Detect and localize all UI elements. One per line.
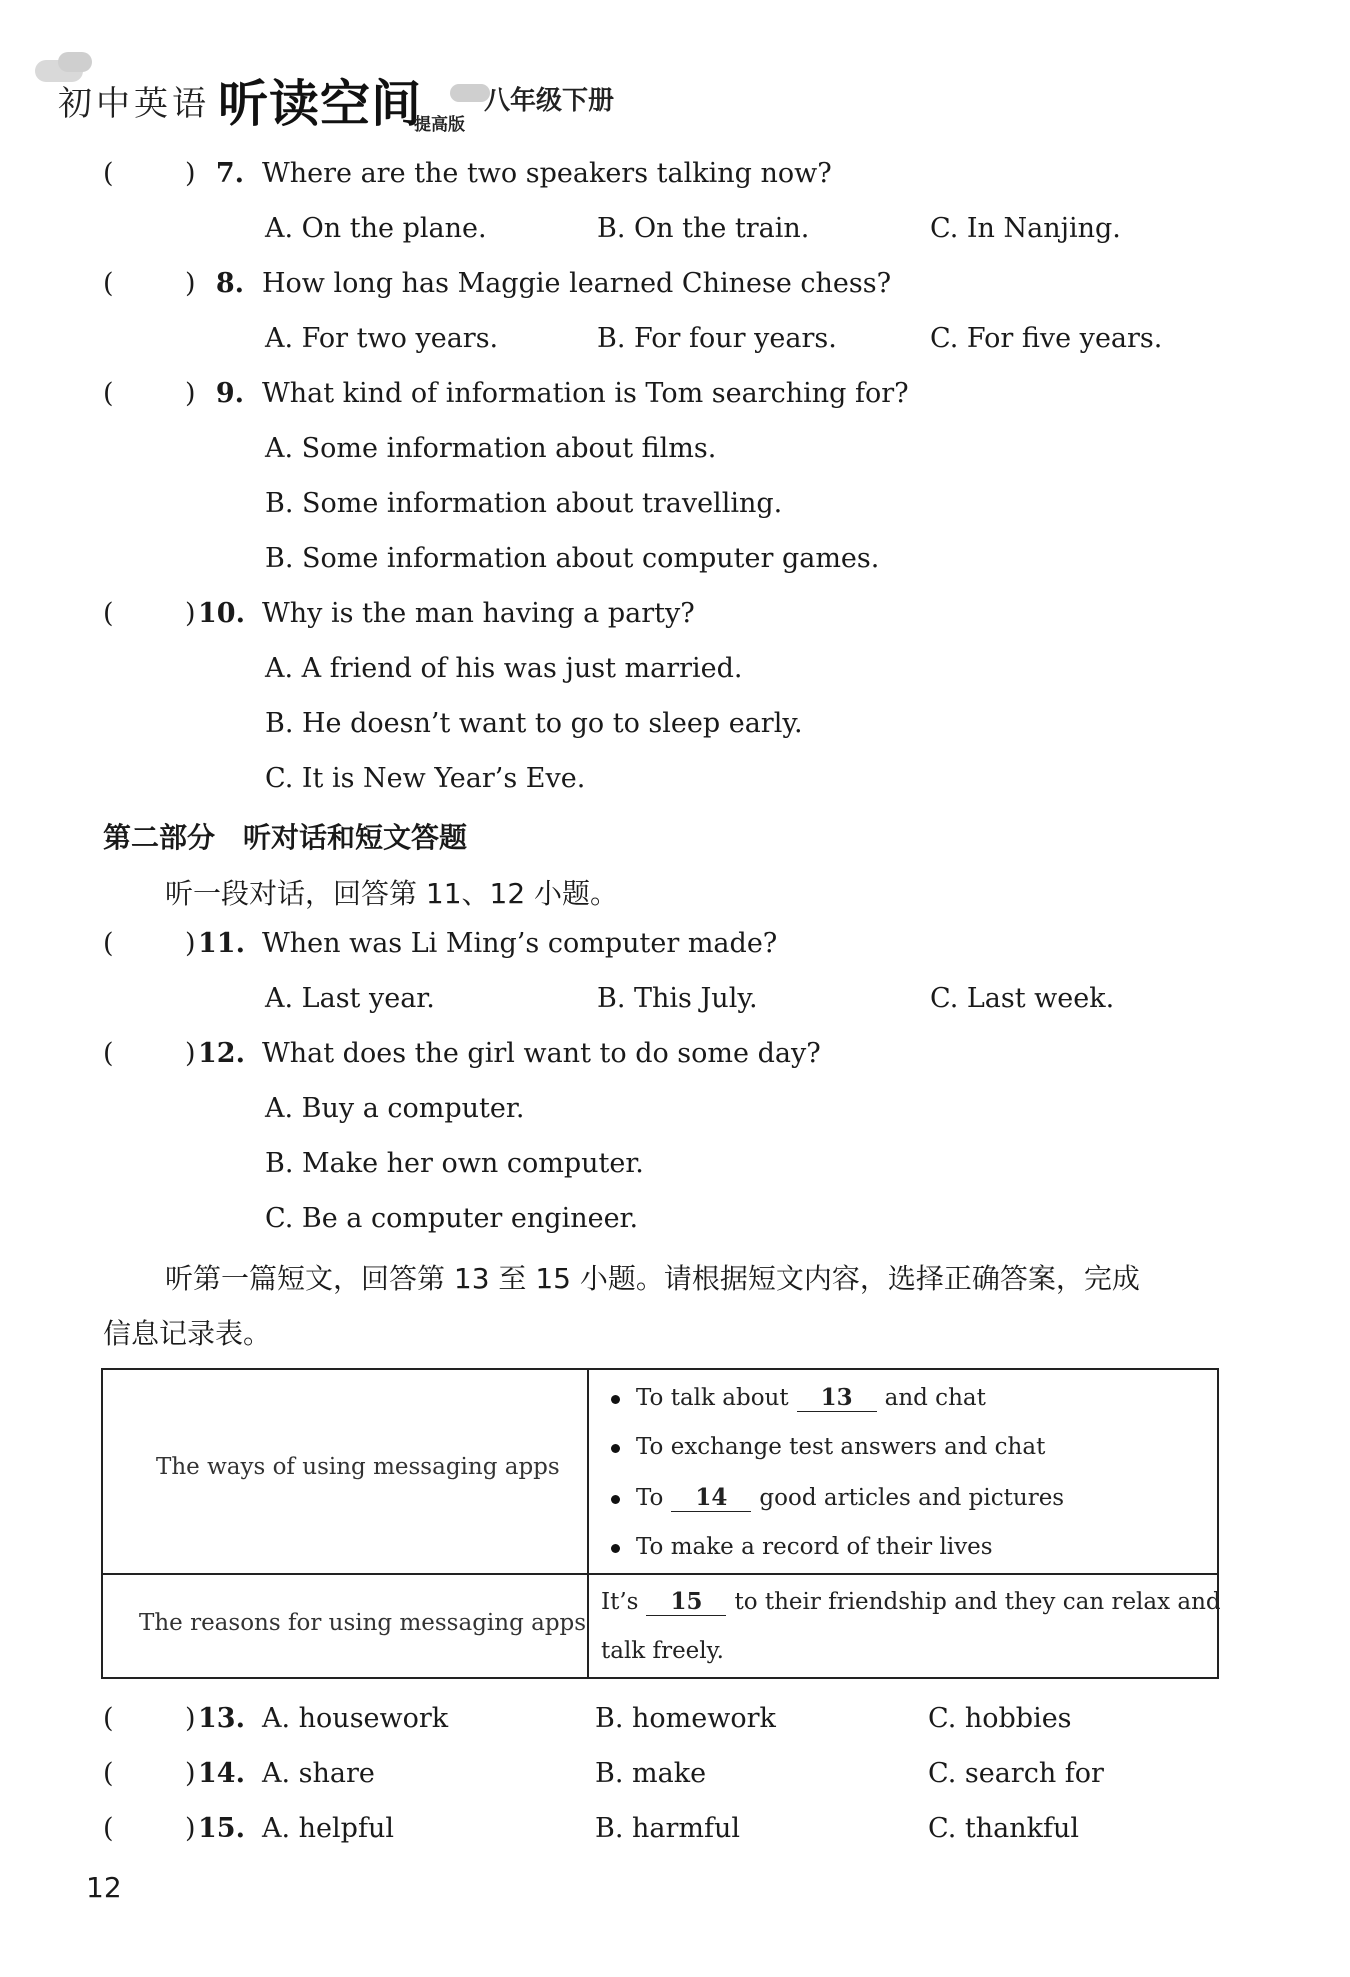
bullet-icon [611, 1544, 620, 1553]
answer-paren-close: ) [185, 928, 196, 959]
question-text: Why is the man having a party? [262, 598, 695, 629]
instruction-text-continued: 信息记录表。 [103, 1317, 272, 1350]
bullet-icon [611, 1395, 620, 1404]
option-c: C. It is New Year’s Eve. [265, 763, 586, 794]
answer-paren-close: ) [185, 1813, 196, 1844]
answer-blank-15[interactable]: 15 [646, 1588, 726, 1616]
question-text: What does the girl want to do some day? [262, 1038, 821, 1069]
question-number: 10. [198, 598, 245, 629]
table-bullet-item: To talk about 13 and chat [611, 1384, 986, 1412]
edition-label: 提高版 [414, 115, 465, 135]
option-c: C. For five years. [930, 323, 1163, 354]
option-c: C. Be a computer engineer. [265, 1203, 639, 1234]
option-c: C. hobbies [928, 1703, 1072, 1734]
table-bullet-item: To exchange test answers and chat [611, 1434, 1045, 1460]
answer-paren-open[interactable]: ( [103, 1758, 114, 1789]
answer-paren-open[interactable]: ( [103, 378, 114, 409]
option-c: C. thankful [928, 1813, 1079, 1844]
question-number: 13. [198, 1703, 245, 1734]
option-a: A. Last year. [265, 983, 435, 1014]
option-b: B. homework [595, 1703, 776, 1734]
answer-paren-open[interactable]: ( [103, 1038, 114, 1069]
option-a: A. A friend of his was just married. [265, 653, 743, 684]
option-b: B. Make her own computer. [265, 1148, 644, 1179]
row-label-reasons: The reasons for using messaging apps [139, 1610, 587, 1636]
answer-paren-close: ) [185, 1758, 196, 1789]
question-number: 11. [198, 928, 245, 959]
instruction-text: 听一段对话，回答第 11、12 小题。 [165, 877, 619, 910]
question-number: 14. [198, 1758, 245, 1789]
question-text: How long has Maggie learned Chinese chess? [262, 268, 892, 299]
table-bullet-item: To 14 good articles and pictures [611, 1484, 1064, 1512]
option-a: A. share [262, 1758, 375, 1789]
answer-paren-open[interactable]: ( [103, 268, 114, 299]
brand-logo: 听读空间 [218, 75, 422, 133]
grade-label: 八年级下册 [484, 86, 615, 116]
table-bullet-item: To make a record of their lives [611, 1534, 993, 1560]
option-b: B. This July. [597, 983, 758, 1014]
reason-text-continued: talk freely. [601, 1638, 724, 1664]
answer-paren-open[interactable]: ( [103, 928, 114, 959]
answer-paren-close: ) [185, 598, 196, 629]
page-number: 12 [86, 1871, 122, 1904]
option-a: A. housework [262, 1703, 449, 1734]
option-b: B. Some information about travelling. [265, 488, 783, 519]
answer-paren-open[interactable]: ( [103, 1813, 114, 1844]
answer-paren-close: ) [185, 378, 196, 409]
info-record-table [101, 1368, 1219, 1679]
cloud-decoration [58, 52, 92, 72]
series-title: 初中英语 [58, 84, 210, 124]
option-b: B. On the train. [597, 213, 810, 244]
option-a: A. For two years. [265, 323, 499, 354]
option-a: A. Some information about films. [265, 433, 717, 464]
question-text: When was Li Ming’s computer made? [262, 928, 778, 959]
row-label-ways: The ways of using messaging apps [156, 1454, 560, 1480]
answer-paren-open[interactable]: ( [103, 1703, 114, 1734]
answer-blank-13[interactable]: 13 [797, 1384, 877, 1412]
option-c: B. Some information about computer games. [265, 543, 880, 574]
section-title: 第二部分 听对话和短文答题 [103, 821, 468, 854]
answer-paren-close: ) [185, 1038, 196, 1069]
answer-paren-open[interactable]: ( [103, 158, 114, 189]
table-divider [103, 1573, 1217, 1575]
reason-text: It’s 15 to their friendship and they can relax and [601, 1588, 1221, 1615]
question-number: 12. [198, 1038, 245, 1069]
option-a: A. helpful [262, 1813, 394, 1844]
instruction-text: 听第一篇短文，回答第 13 至 15 小题。请根据短文内容，选择正确答案，完成 [165, 1262, 1140, 1295]
option-c: C. In Nanjing. [930, 213, 1121, 244]
question-number: 8. [215, 268, 244, 299]
bullet-icon [611, 1444, 620, 1453]
option-b: B. make [595, 1758, 707, 1789]
question-number: 9. [215, 378, 244, 409]
option-b: B. For four years. [597, 323, 837, 354]
answer-paren-close: ) [185, 158, 196, 189]
table-divider [587, 1370, 589, 1677]
answer-blank-14[interactable]: 14 [671, 1484, 751, 1512]
option-c: C. search for [928, 1758, 1104, 1789]
option-a: A. On the plane. [265, 213, 487, 244]
option-c: C. Last week. [930, 983, 1115, 1014]
option-b: B. He doesn’t want to go to sleep early. [265, 708, 803, 739]
answer-paren-open[interactable]: ( [103, 598, 114, 629]
option-a: A. Buy a computer. [265, 1093, 525, 1124]
bullet-icon [611, 1495, 620, 1504]
answer-paren-close: ) [185, 1703, 196, 1734]
question-text: What kind of information is Tom searching for? [262, 378, 909, 409]
question-number: 15. [198, 1813, 245, 1844]
answer-paren-close: ) [185, 268, 196, 299]
question-number: 7. [215, 158, 244, 189]
page-header [30, 50, 730, 135]
question-text: Where are the two speakers talking now? [262, 158, 832, 189]
option-b: B. harmful [595, 1813, 741, 1844]
